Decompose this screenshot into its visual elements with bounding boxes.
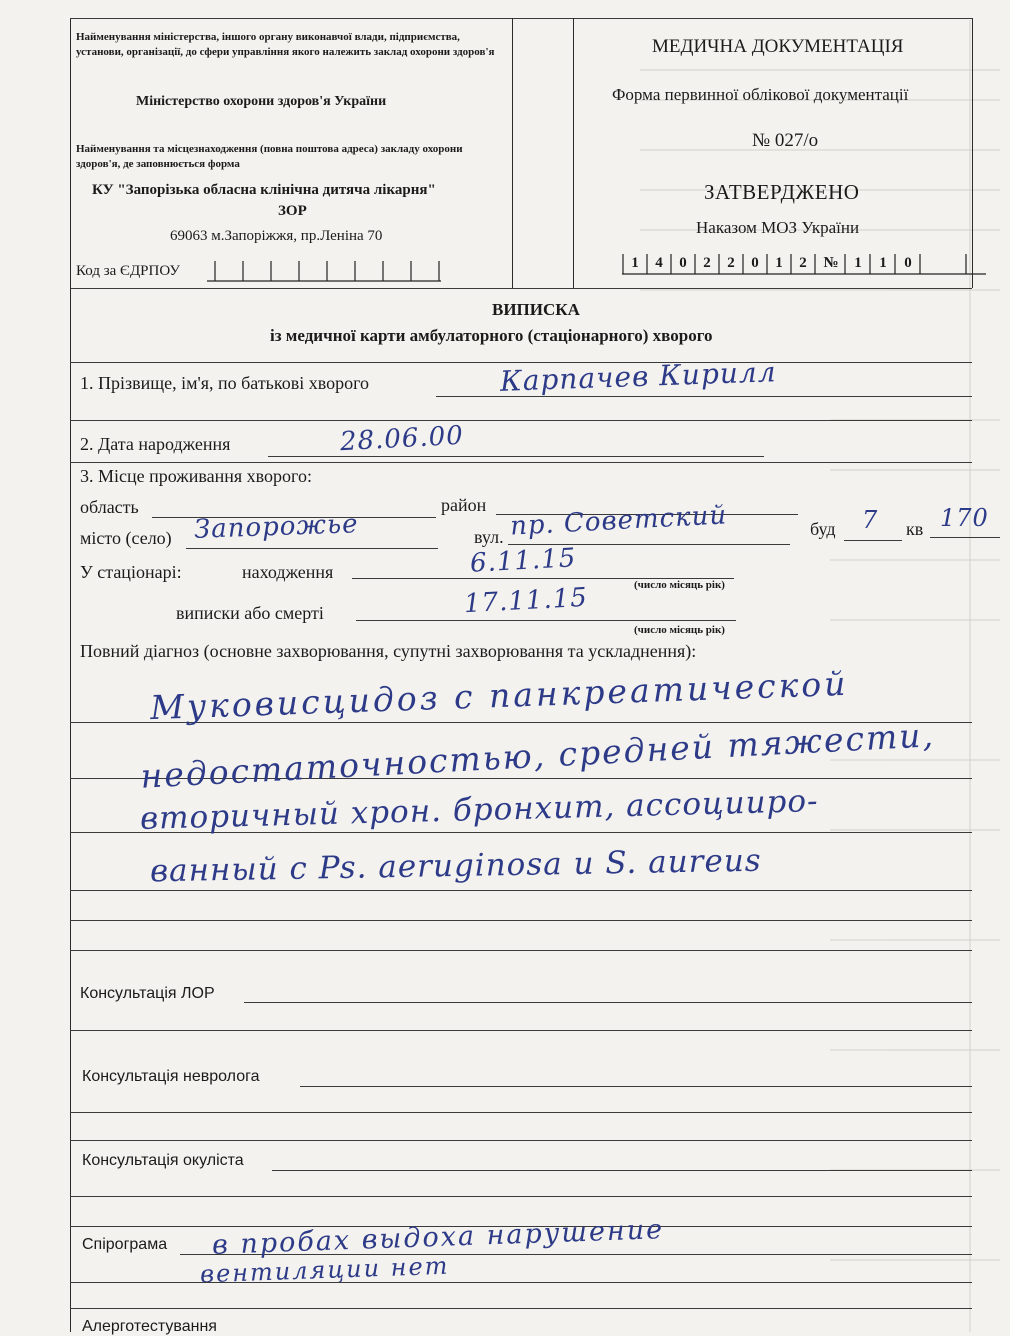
consultation-row-line	[70, 1112, 972, 1113]
title-separator	[70, 362, 972, 363]
consultation-row-line	[70, 1308, 972, 1309]
header-frame-top	[70, 18, 972, 19]
consultation-neurologist-label: Консультація невролога	[82, 1068, 260, 1085]
form-caption: Форма первинної облікової документації	[612, 85, 909, 104]
district-label: район	[441, 495, 487, 515]
region-label: область	[80, 497, 139, 517]
consultation-row-line	[70, 1282, 972, 1283]
consultation-ophthalmologist-label: Консультація окуліста	[82, 1152, 244, 1169]
house-line	[844, 540, 902, 541]
order-date-digit: 1	[631, 255, 639, 271]
institution-address: 69063 м.Запоріжжя, пр.Леніна 70	[170, 228, 383, 244]
edrpou-code-boxes[interactable]	[205, 255, 445, 283]
consultation-lor-label: Консультація ЛОР	[80, 985, 215, 1002]
approved-stamp-text: ЗАТВЕРДЖЕНО	[704, 180, 860, 204]
city-label: місто (село)	[80, 528, 172, 548]
diagnosis-line-text[interactable]: ванный с Ps. aeruginosa и S. aureus	[149, 842, 762, 890]
allergy-testing-label: Алерготестування	[82, 1318, 217, 1335]
order-date-digit: 0	[751, 255, 759, 271]
row-line	[70, 462, 972, 463]
spirogram-label: Спірограма	[82, 1236, 168, 1253]
street-label: вул.	[474, 527, 504, 547]
city-line	[186, 548, 438, 549]
residence-label: 3. Місце проживання хворого:	[80, 466, 312, 486]
header-divider	[512, 18, 513, 288]
institution-name: КУ "Запорізька обласна клінічна дитяча лікарня"	[92, 182, 436, 198]
consultation-row-line	[70, 1196, 972, 1197]
birth-date-value[interactable]: 28.06.00	[339, 420, 465, 458]
order-date-digit: 2	[799, 255, 807, 271]
order-number-digit: 0	[904, 255, 912, 271]
diagnosis-label: Повний діагноз (основне захворювання, супутні захворювання та ускладнення):	[80, 641, 697, 661]
diagnosis-line	[70, 920, 972, 921]
patient-name-value[interactable]: Карпачев Кирилл	[499, 355, 778, 398]
birth-date-label: 2. Дата народження	[80, 434, 231, 454]
header-frame-bottom	[70, 288, 972, 289]
order-number-digit: 1	[879, 255, 887, 271]
apartment-label: кв	[906, 519, 924, 539]
order-date-digit: 0	[679, 255, 687, 271]
diagnosis-line-text[interactable]: недостаточностью, средней тяжести,	[139, 715, 936, 796]
document-subtitle: із медичної карти амбулаторного (стаціонарного) хворого	[270, 326, 713, 345]
diagnosis-line-text[interactable]: вторичный хрон. бронхит, ассоцииро-	[139, 783, 819, 837]
order-date-digit: 2	[703, 255, 711, 271]
admission-date-value[interactable]: 6.11.15	[469, 543, 577, 579]
form-number: № 027/о	[752, 130, 819, 151]
admission-label: находження	[242, 562, 334, 582]
order-date-digit: 2	[727, 255, 735, 271]
patient-name-label: 1. Прізвище, ім'я, по батькові хворого	[80, 373, 370, 393]
admission-date-hint: (число місяць рік)	[634, 579, 725, 591]
body-frame-left	[70, 288, 71, 1332]
order-date-digit: 1	[775, 255, 783, 271]
discharge-label: виписки або смерті	[176, 603, 324, 623]
consultation-row-line	[70, 1030, 972, 1031]
institution-short: ЗОР	[278, 203, 307, 219]
header-divider-right	[573, 18, 574, 288]
consultation-ophthalmologist-line	[272, 1170, 972, 1171]
spirogram-line-text[interactable]: в пробах выдоха нарушение	[211, 1214, 665, 1261]
header-frame-left	[70, 18, 71, 288]
institution-caption: Найменування та місцезнаходження (повна поштова адреса) закладу охорони здоров'я, де заповнюється форма	[76, 143, 463, 170]
order-caption: Наказом МОЗ України	[696, 218, 860, 237]
row-line	[70, 420, 972, 421]
apartment-value[interactable]: 170	[940, 504, 989, 532]
diagnosis-line	[70, 890, 972, 891]
hospital-stay-label: У стаціонарі:	[80, 562, 182, 582]
house-label: буд	[810, 519, 836, 539]
medical-documentation-heading: МЕДИЧНА ДОКУМЕНТАЦІЯ	[652, 36, 904, 57]
spirogram-line-text[interactable]: вентиляции нет	[199, 1251, 450, 1289]
edrpou-label: Код за ЄДРПОУ	[76, 263, 180, 279]
consultation-lor-line	[244, 1002, 972, 1003]
order-number-digit: 1	[854, 255, 862, 271]
city-value[interactable]: Запорожье	[193, 509, 359, 545]
consultation-row-line	[70, 1140, 972, 1141]
apartment-line	[930, 537, 1000, 538]
house-value[interactable]: 7	[862, 506, 879, 534]
discharge-date-value[interactable]: 17.11.15	[463, 582, 589, 620]
discharge-date-hint: (число місяць рік)	[634, 624, 725, 636]
order-date-digit: 4	[655, 255, 663, 271]
diagnosis-line	[70, 950, 972, 951]
discharge-line	[356, 620, 736, 621]
document-title: ВИПИСКА	[492, 300, 580, 319]
order-number-label: №	[823, 255, 839, 271]
ministry-caption: Найменування міністерства, іншого органу виконавчої влади, підприємства, установи, організації, до сфери управління якого належить заклад охорони здоров'я	[76, 31, 495, 58]
ministry-name: Міністерство охорони здоров'я України	[136, 94, 387, 109]
diagnosis-line-text[interactable]: Муковисцидоз с панкреатической	[149, 663, 850, 728]
consultation-neurologist-line	[300, 1086, 972, 1087]
street-value[interactable]: пр. Советский	[509, 500, 728, 542]
